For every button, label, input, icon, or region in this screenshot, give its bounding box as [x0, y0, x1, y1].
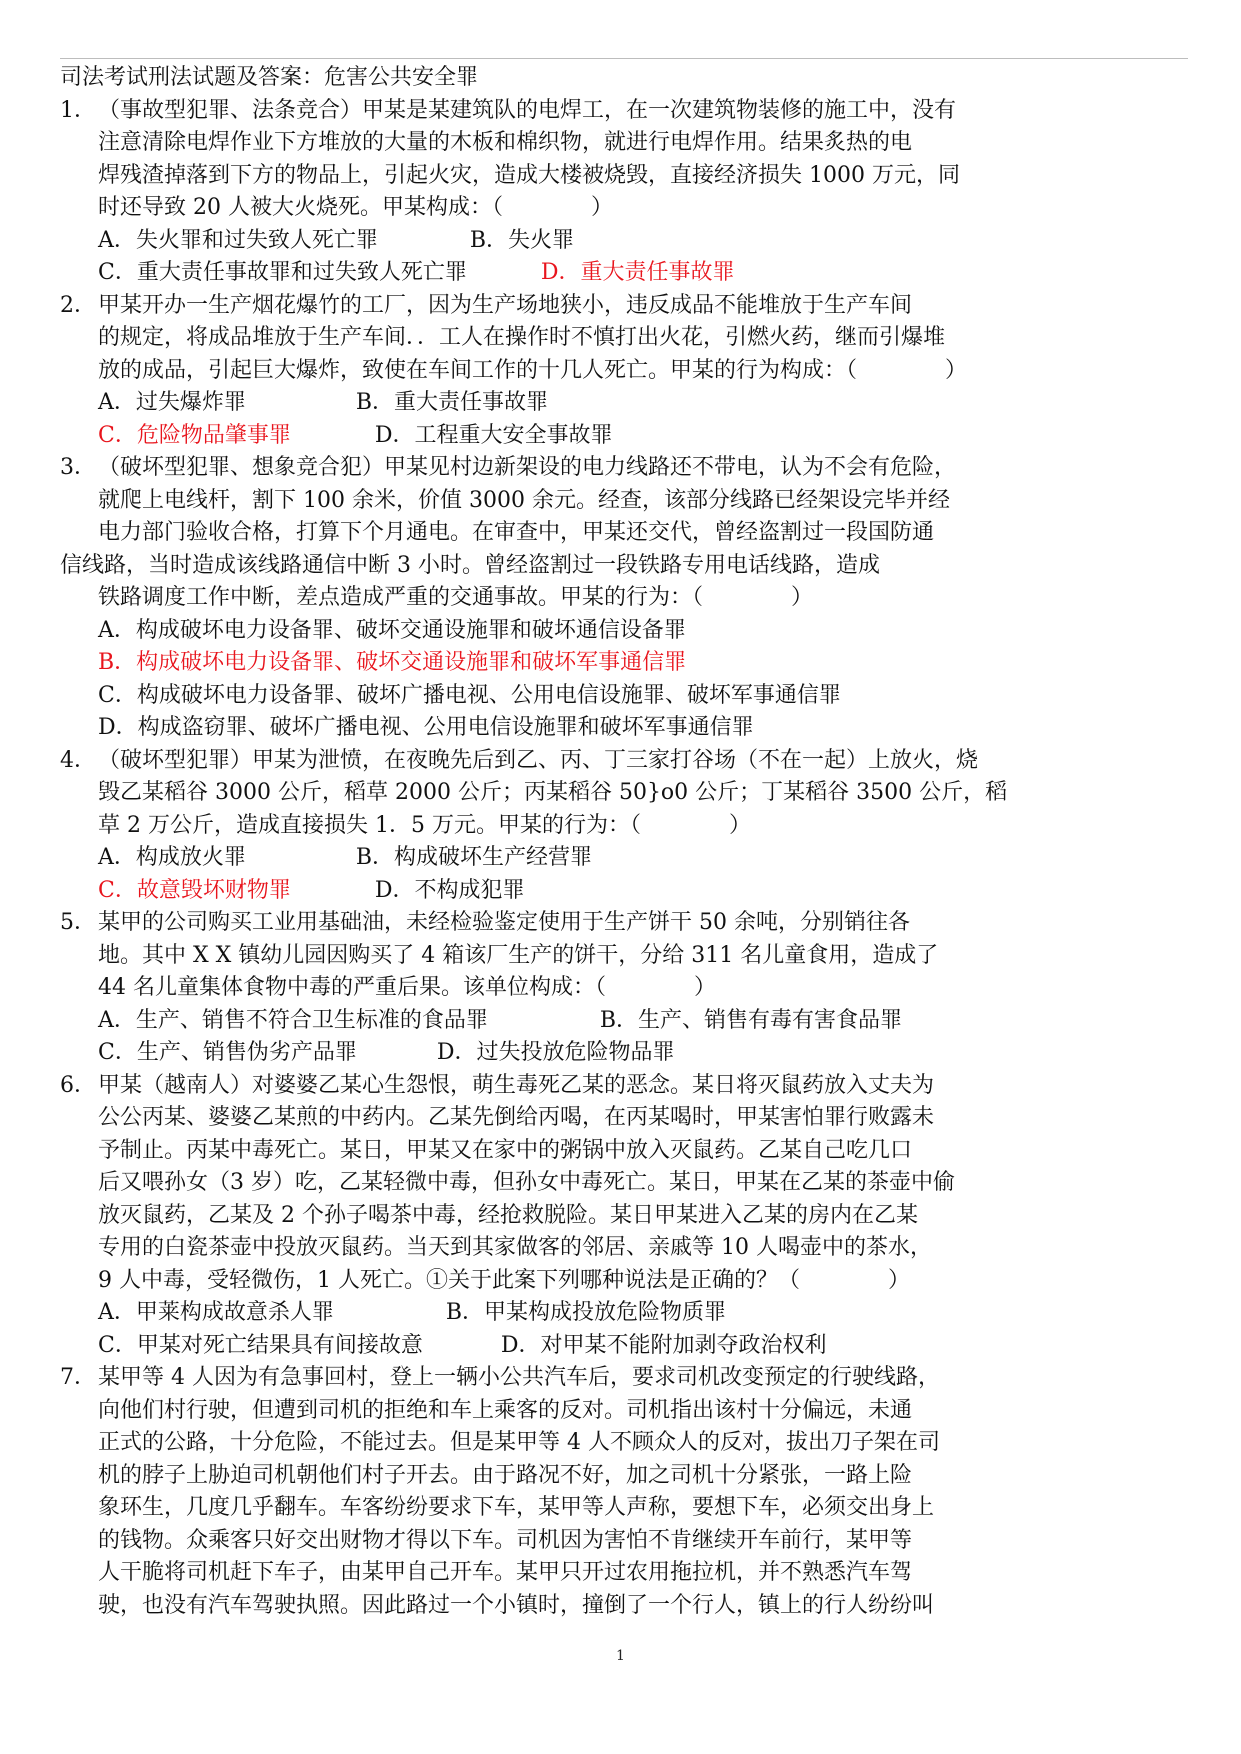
question-text-line: 放灭鼠药，乙某及 2 个孙子喝茶中毒，经抢救脱险。某日甲某进入乙某的房内在乙某: [98, 1202, 918, 1228]
option-b: B．重大责任事故罪: [355, 390, 549, 415]
question-number: 5．: [60, 910, 96, 935]
question-text-line: 向他们村行驶，但遭到司机的拒绝和车上乘客的反对。司机指出该村十分偏远，未通: [98, 1397, 913, 1423]
option-b: B．甲某构成投放危险物质罪: [445, 1300, 727, 1325]
option-a: A．构成破坏电力设备罪、破坏交通设施罪和破坏通信设备罪: [98, 617, 686, 643]
question-text-line: 某甲等 4 人因为有急事回村，登上一辆小公共汽车后，要求司机改变预定的行驶线路，: [98, 1365, 940, 1390]
question-3: [60, 452, 1180, 745]
option-c: C．构成破坏电力设备罪、破坏广播电视、公用电信设施罪、破坏军事通信罪: [98, 682, 841, 708]
question-text-line: 甲某开办一生产烟花爆竹的工厂，因为生产场地狭小，违反成品不能堆放于生产车间: [98, 292, 913, 318]
option-a: A．构成放火罪: [98, 845, 246, 870]
option-c: C．甲某对死亡结果具有间接故意: [98, 1332, 423, 1358]
document-body: [60, 62, 1180, 1622]
question-text-line: （事故型犯罪、法条竞合）甲某是某建筑队的电焊工，在一次建筑物装修的施工中，没有: [98, 97, 957, 123]
question-text-line: 予制止。丙某中毒死亡。某日，甲某又在家中的粥锅中放入灭鼠药。乙某自己吃几口: [98, 1137, 913, 1163]
option-c-answer: C．故意毁坏财物罪: [98, 877, 291, 903]
question-number: 6．: [60, 1072, 96, 1098]
question-number: 3．: [60, 455, 96, 480]
question-text-line: 正式的公路，十分危险，不能过去。但是某甲等 4 人不顾众人的反对，拔出刀子架在司: [98, 1430, 940, 1455]
question-6: [60, 1070, 1180, 1363]
question-text-line: 信线路，当时造成该线路通信中断 3 小时。曾经盗割过一段铁路专用电话线路，造成: [60, 552, 880, 578]
option-d: D．过失投放危险物品罪: [436, 1040, 675, 1065]
question-text-line: 电力部门验收合格，打算下个月通电。在审查中，甲某还交代，曾经盗割过一段国防通: [98, 520, 935, 545]
option-a: A．过失爆炸罪: [98, 390, 246, 415]
question-text-line: 9 人中毒，受轻微伤，1 人死亡。①关于此案下列哪种说法是正确的？（ ）: [98, 1267, 910, 1293]
question-text-line: 甲某（越南人）对婆婆乙某心生怨恨，萌生毒死乙某的恶念。某日将灭鼠药放入丈夫为: [98, 1072, 935, 1098]
question-7: [60, 1362, 1180, 1622]
question-text-line: （破坏型犯罪、想象竞合犯）甲某见村边新架设的电力线路还不带电，认为不会有危险，: [98, 455, 957, 480]
question-text-line: 铁路调度工作中断，差点造成严重的交通事故。甲某的行为：（ ）: [98, 585, 814, 610]
option-c: C．生产、销售伪劣产品罪: [98, 1040, 357, 1065]
question-text-line: 专用的白瓷茶壶中投放灭鼠药。当天到其家做客的邻居、亲戚等 10 人喝壶中的茶水，: [98, 1235, 932, 1260]
question-text-line: 某甲的公司购买工业用基础油，未经检验鉴定使用于生产饼干 50 余吨，分别销往各: [98, 910, 910, 935]
question-number: 4．: [60, 747, 96, 773]
header-rule: [60, 58, 1188, 59]
question-text-line: 驶，也没有汽车驾驶执照。因此路过一个小镇时，撞倒了一个行人，镇上的行人纷纷叫: [98, 1592, 935, 1618]
question-text-line: 的钱物。众乘客只好交出财物才得以下车。司机因为害怕不肯继续开车前行，某甲等: [98, 1527, 913, 1553]
option-d: D．不构成犯罪: [374, 877, 525, 903]
question-text-line: 放的成品，引起巨大爆炸，致使在车间工作的十几人死亡。甲某的行为构成：（ ）: [98, 357, 968, 383]
question-text-line: 象环生，几度几乎翻车。车客纷纷要求下车，某甲等人声称，要想下车，必须交出身上: [98, 1495, 935, 1520]
option-d-answer: D．重大责任事故罪: [540, 260, 735, 285]
page-number: 1: [616, 1648, 625, 1664]
option-a: A．失火罪和过失致人死亡罪: [98, 227, 378, 253]
option-c-answer: C．危险物品肇事罪: [98, 422, 291, 448]
question-text-line: 机的脖子上胁迫司机朝他们村子开去。由于路况不好，加之司机十分紧张，一路上险: [98, 1462, 913, 1488]
question-text-line: 人干脆将司机赶下车子，由某甲自己开车。某甲只开过农用拖拉机，并不熟悉汽车驾: [98, 1560, 913, 1585]
option-b: B．生产、销售有毒有害食品罪: [599, 1007, 903, 1033]
option-a: A．生产、销售不符合卫生标准的食品罪: [98, 1007, 488, 1033]
question-text-line: 地。其中 X X 镇幼儿园因购买了 4 箱该厂生产的饼干，分给 311 名儿童食用，造成了: [98, 942, 939, 968]
option-a: A．甲莱构成故意杀人罪: [98, 1300, 334, 1325]
option-d: D．工程重大安全事故罪: [374, 422, 613, 448]
question-text-line: 就爬上电线杆，割下 100 余米，价值 3000 余元。经查，该部分线路已经架设完毕并经: [98, 487, 950, 513]
question-2: [60, 290, 1180, 453]
question-text-line: 时还导致 20 人被大火烧死。甲某构成：（ ）: [98, 195, 613, 220]
question-text-line: 毁乙某稻谷 3000 公斤，稻草 2000 公斤；丙某稻谷 50}o0 公斤；丁某稻谷 3500 公斤，稻: [98, 780, 1008, 805]
question-text-line: 草 2 万公斤，造成直接损失 1．5 万元。甲某的行为：（ ）: [98, 812, 751, 838]
option-c: C．重大责任事故罪和过失致人死亡罪: [98, 260, 467, 285]
option-d: D．对甲某不能附加剥夺政治权利: [500, 1332, 827, 1358]
question-number: 7．: [60, 1365, 96, 1390]
question-number: 1．: [60, 97, 96, 123]
question-text-line: 后又喂孙女（3 岁）吃，乙某轻微中毒，但孙女中毒死亡。某日，甲某在乙某的茶壶中偷: [98, 1170, 955, 1195]
question-text-line: 焊残渣掉落到下方的物品上，引起火灾，造成大楼被烧毁，直接经济损失 1000 万元，同: [98, 162, 960, 188]
question-1: [60, 95, 1180, 290]
question-number: 2．: [60, 292, 96, 318]
question-text-line: 的规定，将成品堆放于生产车间．．工人在操作时不慎打出火花，引燃火药，继而引爆堆: [98, 325, 946, 350]
question-text-line: 注意清除电焊作业下方堆放的大量的木板和棉织物，就进行电焊作用。结果炙热的电: [98, 130, 913, 155]
question-4: [60, 745, 1180, 908]
option-b-answer: B．构成破坏电力设备罪、破坏交通设施罪和破坏军事通信罪: [98, 650, 687, 675]
option-b: B．失火罪: [469, 227, 575, 253]
question-text-line: （破坏型犯罪）甲某为泄愤，在夜晚先后到乙、丙、丁三家打谷场（不在一起）上放火，烧: [98, 747, 979, 773]
question-5: [60, 907, 1180, 1070]
question-text-line: 公公丙某、婆婆乙某煎的中药内。乙某先倒给丙喝，在丙某喝时，甲某害怕罪行败露未: [98, 1105, 935, 1130]
document-title: 司法考试刑法试题及答案：危害公共安全罪: [60, 65, 479, 90]
option-b: B．构成破坏生产经营罪: [355, 845, 593, 870]
question-text-line: 44 名儿童集体食物中毒的严重后果。该单位构成：（ ）: [98, 975, 716, 1000]
option-d: D．构成盗窃罪、破坏广播电视、公用电信设施罪和破坏军事通信罪: [98, 715, 754, 740]
